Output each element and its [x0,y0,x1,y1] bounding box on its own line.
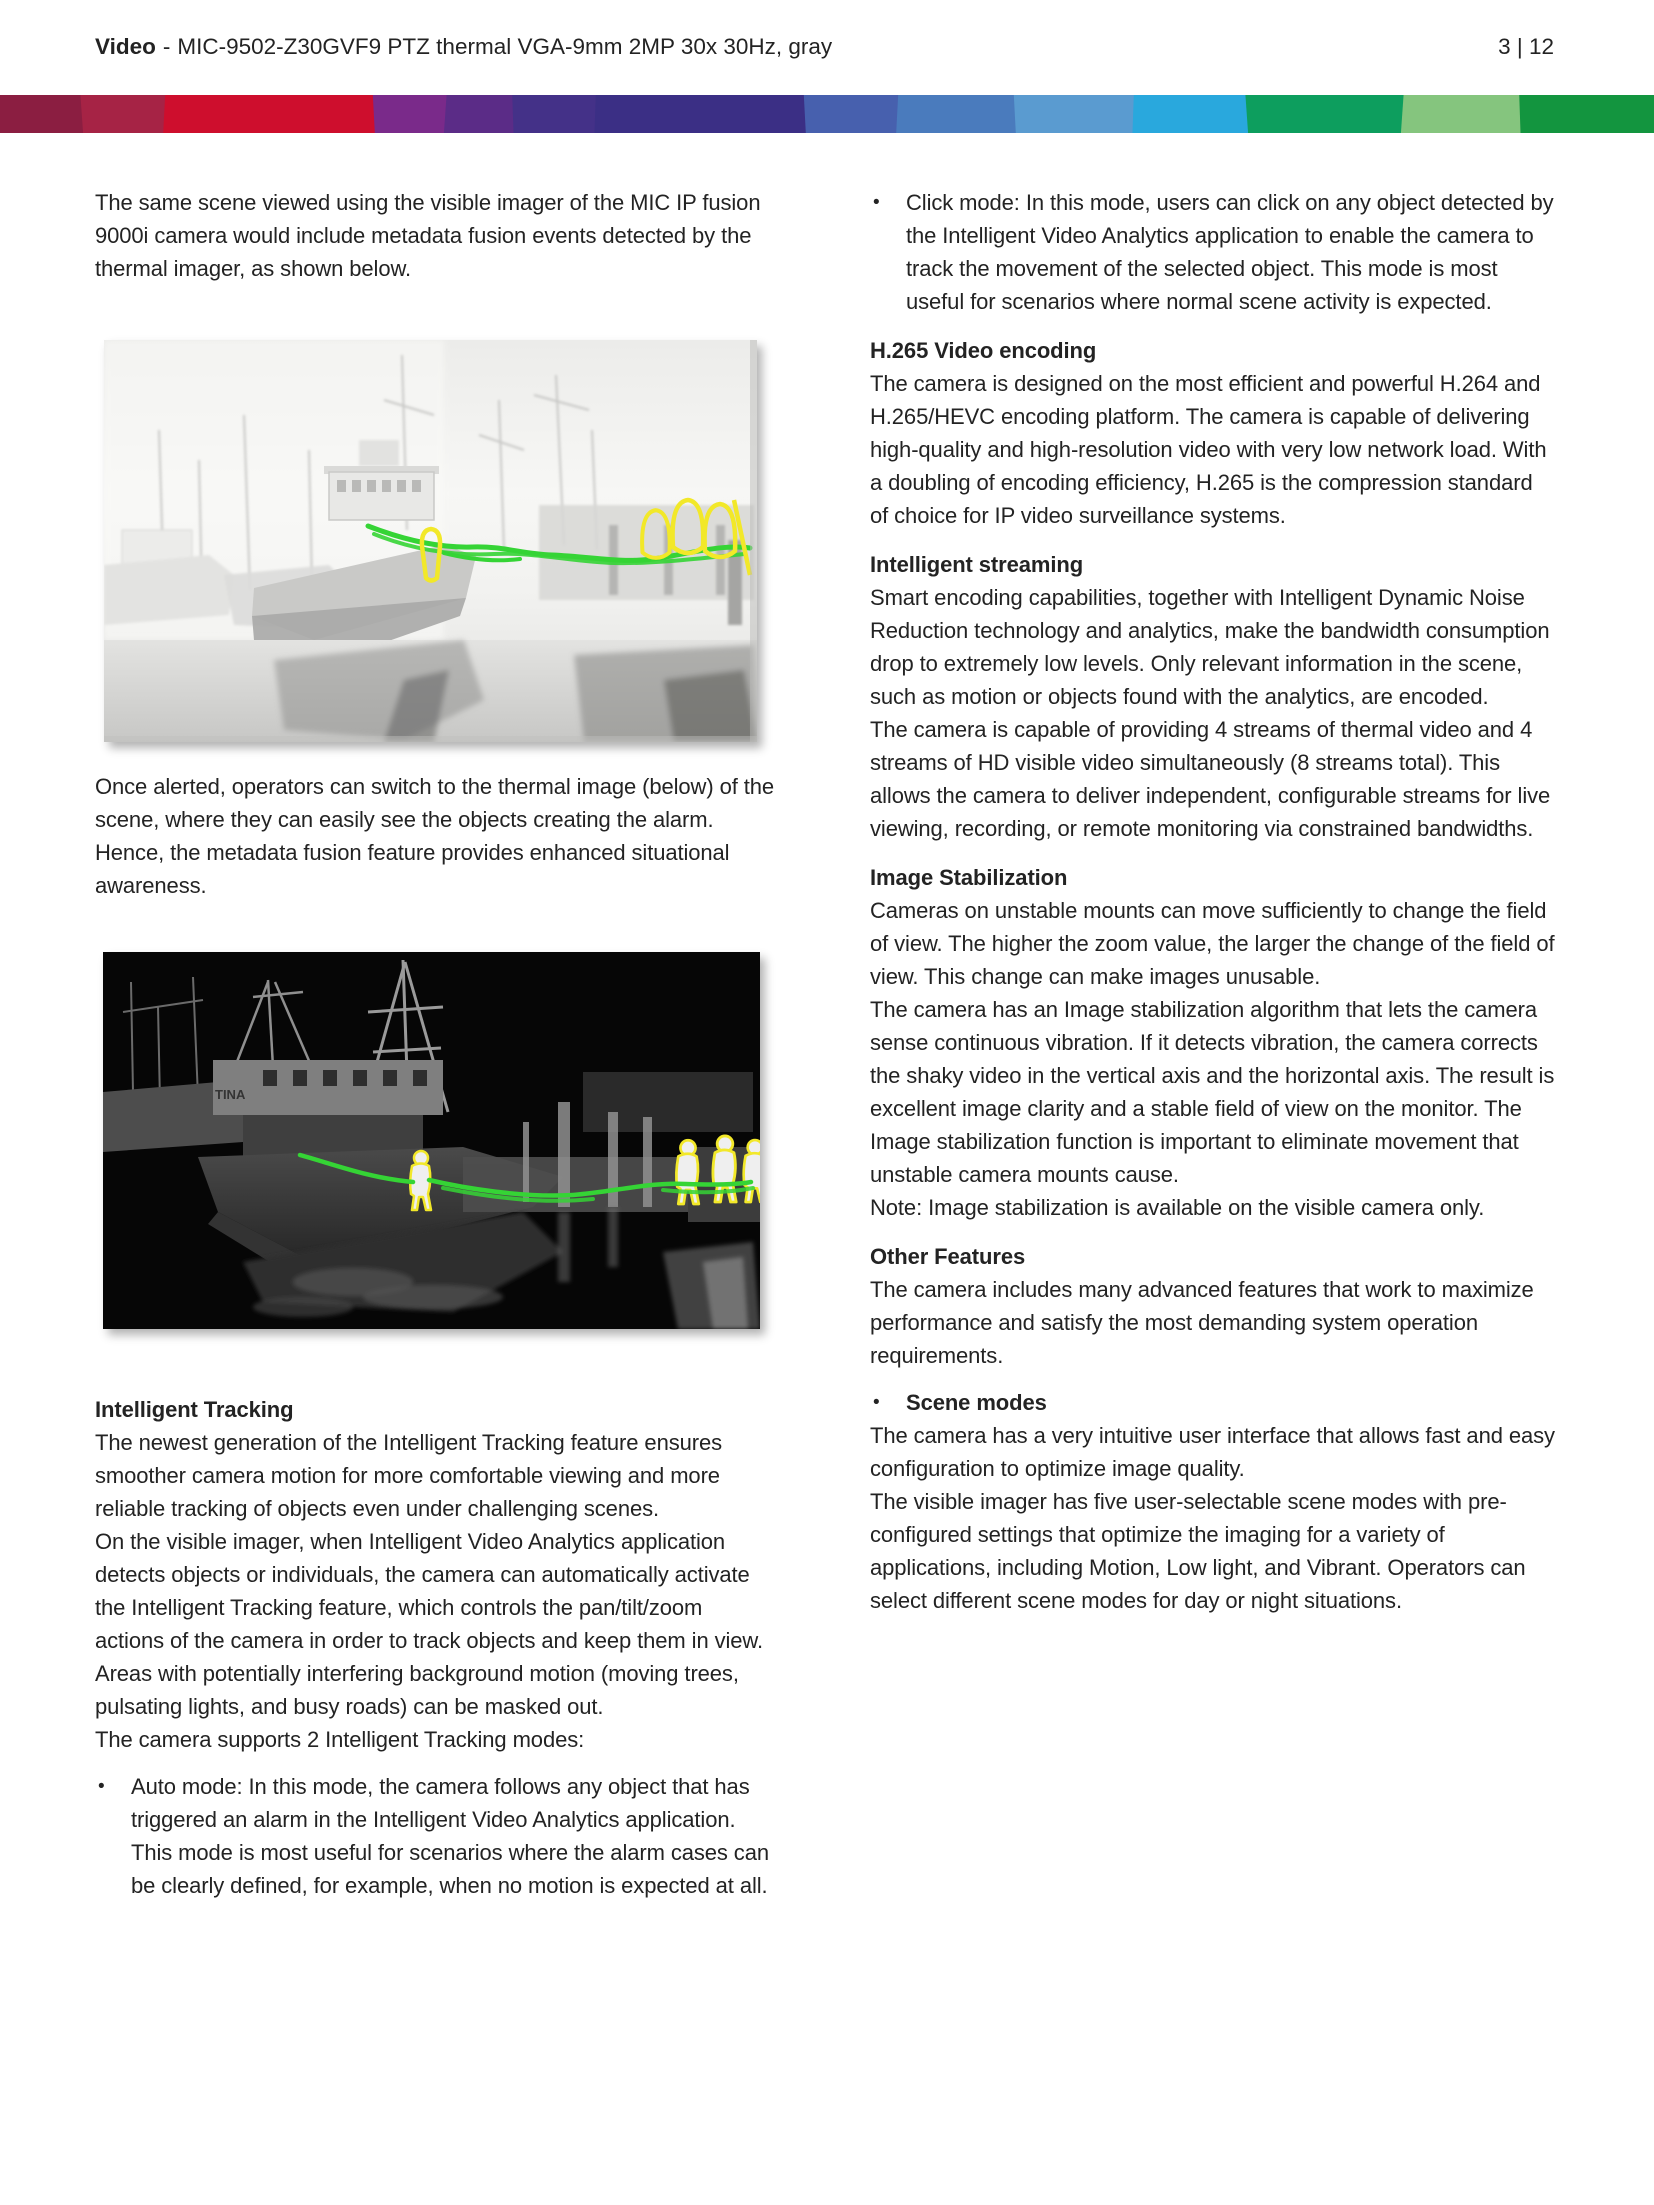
paragraph: The camera has an Image stabilization algorithm that lets the camera sense continuous vibration. If it detects vibration, the camera corrects the shaky video in the vertical axis and the horizontal axis. The result is excellent image clarity and a stable field of view on the monitor. The Image stabilization function is important to eliminate movement that unstable camera mounts cause. [870,997,1555,1187]
paragraph: Areas with potentially interfering background motion (moving trees, pulsating lights, and busy roads) can be masked out. [95,1661,739,1719]
paragraph: Cameras on unstable mounts can move sufficiently to change the field of view. The higher the zoom value, the larger the change of the field of view. This change can make images unusable. [870,898,1555,989]
page-header [95,33,1554,61]
section-heading-intelligent-streaming: Intelligent streaming [870,552,1084,577]
paragraph: Note: Image stabilization is available on the visible camera only. [870,1195,1485,1220]
brand-bar-segment [163,95,382,133]
after-image-paragraph: Once alerted, operators can switch to the thermal image (below) of the scene, where they can easily see the objects creating the alarm. Hence, the metadata fusion feature provides enhanced situational awareness. [95,774,775,898]
edge-shade-bottom [104,736,757,742]
brand-bar-segment [513,95,604,133]
paragraph: Smart encoding capabilities, together with Intelligent Dynamic Noise Reduction technology and analytics, make the bandwidth consumption drop to extremely low levels. Only relevant information in the scene, such as motion or objects found with the analytics, are encoded. [870,585,1550,709]
bullet-item-scene-modes [870,1386,1555,1419]
brand-bar-segment [372,95,453,133]
brand-bar-segment [80,95,173,133]
paragraph: The camera supports 2 Intelligent Tracking modes: [95,1727,585,1752]
section-heading-other-features: Other Features [870,1244,1026,1269]
brand-bar-segment [1519,95,1654,133]
paragraph: The camera is capable of providing 4 streams of thermal video and 4 streams of HD visible video simultaneously (8 streams total). This allows the camera to deliver independent, configurable streams for live viewing, recording, or remote monitoring via constrained bandwidths. [870,717,1551,841]
header-doc-category: Video [95,34,156,59]
bullet-item-auto-mode [95,1770,775,1902]
thermal-imager-image [103,952,760,1329]
intro-paragraph: The same scene viewed using the visible imager of the MIC IP fusion 9000i camera would include metadata fusion events detected by the thermal imager, as shown below. [95,190,761,281]
brand-bar-segment [803,95,905,133]
paragraph: The newest generation of the Intelligent Tracking feature ensures smoother camera motion for more comfortable viewing and more reliable tracking of objects even under challenging scenes. [95,1430,722,1521]
thermal-scene-illustration [103,952,760,1329]
scene-modes-label: Scene modes [906,1390,1047,1415]
visible-scene-illustration [104,340,757,742]
bullet-icon: • [98,1776,105,1797]
section-heading-h265: H.265 Video encoding [870,338,1097,363]
brand-bar [0,95,1654,133]
brand-bar-segment [1245,95,1411,133]
page-number: 3 | 12 [1498,34,1554,59]
paragraph: On the visible imager, when Intelligent Video Analytics application detects objects or individuals, the camera can automatically activate the Intelligent Tracking feature, which controls the pan/tilt/zoom actions of the camera in order to track objects and keep them in view. [95,1529,764,1653]
bullet-text: Click mode: In this mode, users can click on any object detected by the Intelligent Video Analytics application to enable the camera to track the movement of the selected object. This mode is most useful for scenarios where normal scene activity is expected. [906,190,1554,314]
boat-name-text: TINA [215,1087,246,1102]
bullet-icon: • [873,1392,880,1413]
brand-bar-segment [0,95,90,133]
brand-bar-segment [443,95,523,133]
paragraph: The camera has a very intuitive user interface that allows fast and easy configuration to optimize image quality. [870,1423,1555,1481]
bullet-item-click-mode [870,186,1555,318]
paragraph: The camera is designed on the most efficient and powerful H.264 and H.265/HEVC encoding platform. The camera is capable of delivering high-quality and high-resolution video with very low network load. With a doubling of encoding efficiency, H.265 is the compression standard of choice for IP video surveillance systems. [870,371,1547,528]
brand-bar-segment [594,95,812,133]
paragraph: The visible imager has five user-selectable scene modes with pre-configured settings that optimize the imaging for a variety of applications, including Motion, Low light, and Vibrant. Operators can select different scene modes for day or night situations. [870,1489,1526,1613]
content-columns [95,186,1555,1902]
brand-bar-segment [1014,95,1141,133]
edge-shade [750,340,757,742]
brand-bar-segment [1132,95,1255,133]
brand-bar-segment [896,95,1023,133]
paragraph: The camera includes many advanced features that work to maximize performance and satisfy the most demanding system operation requirements. [870,1277,1534,1368]
visible-imager-image [104,340,757,742]
bullet-text: Auto mode: In this mode, the camera follows any object that has triggered an alarm in the Intelligent Video Analytics application. This mode is most useful for scenarios where the alarm cases can be clearly defined, for example, when no motion is expected at all. [131,1774,769,1898]
bullet-icon: • [873,192,880,213]
header-separator: - [162,34,171,59]
section-heading-intelligent-tracking: Intelligent Tracking [95,1397,294,1422]
section-heading-image-stabilization: Image Stabilization [870,865,1068,890]
header-product-title: MIC-9502-Z30GVF9 PTZ thermal VGA-9mm 2MP 30x 30Hz, gray [177,34,833,59]
left-column [95,186,775,1902]
brand-bar-segment [1400,95,1528,133]
right-column [870,186,1555,1902]
